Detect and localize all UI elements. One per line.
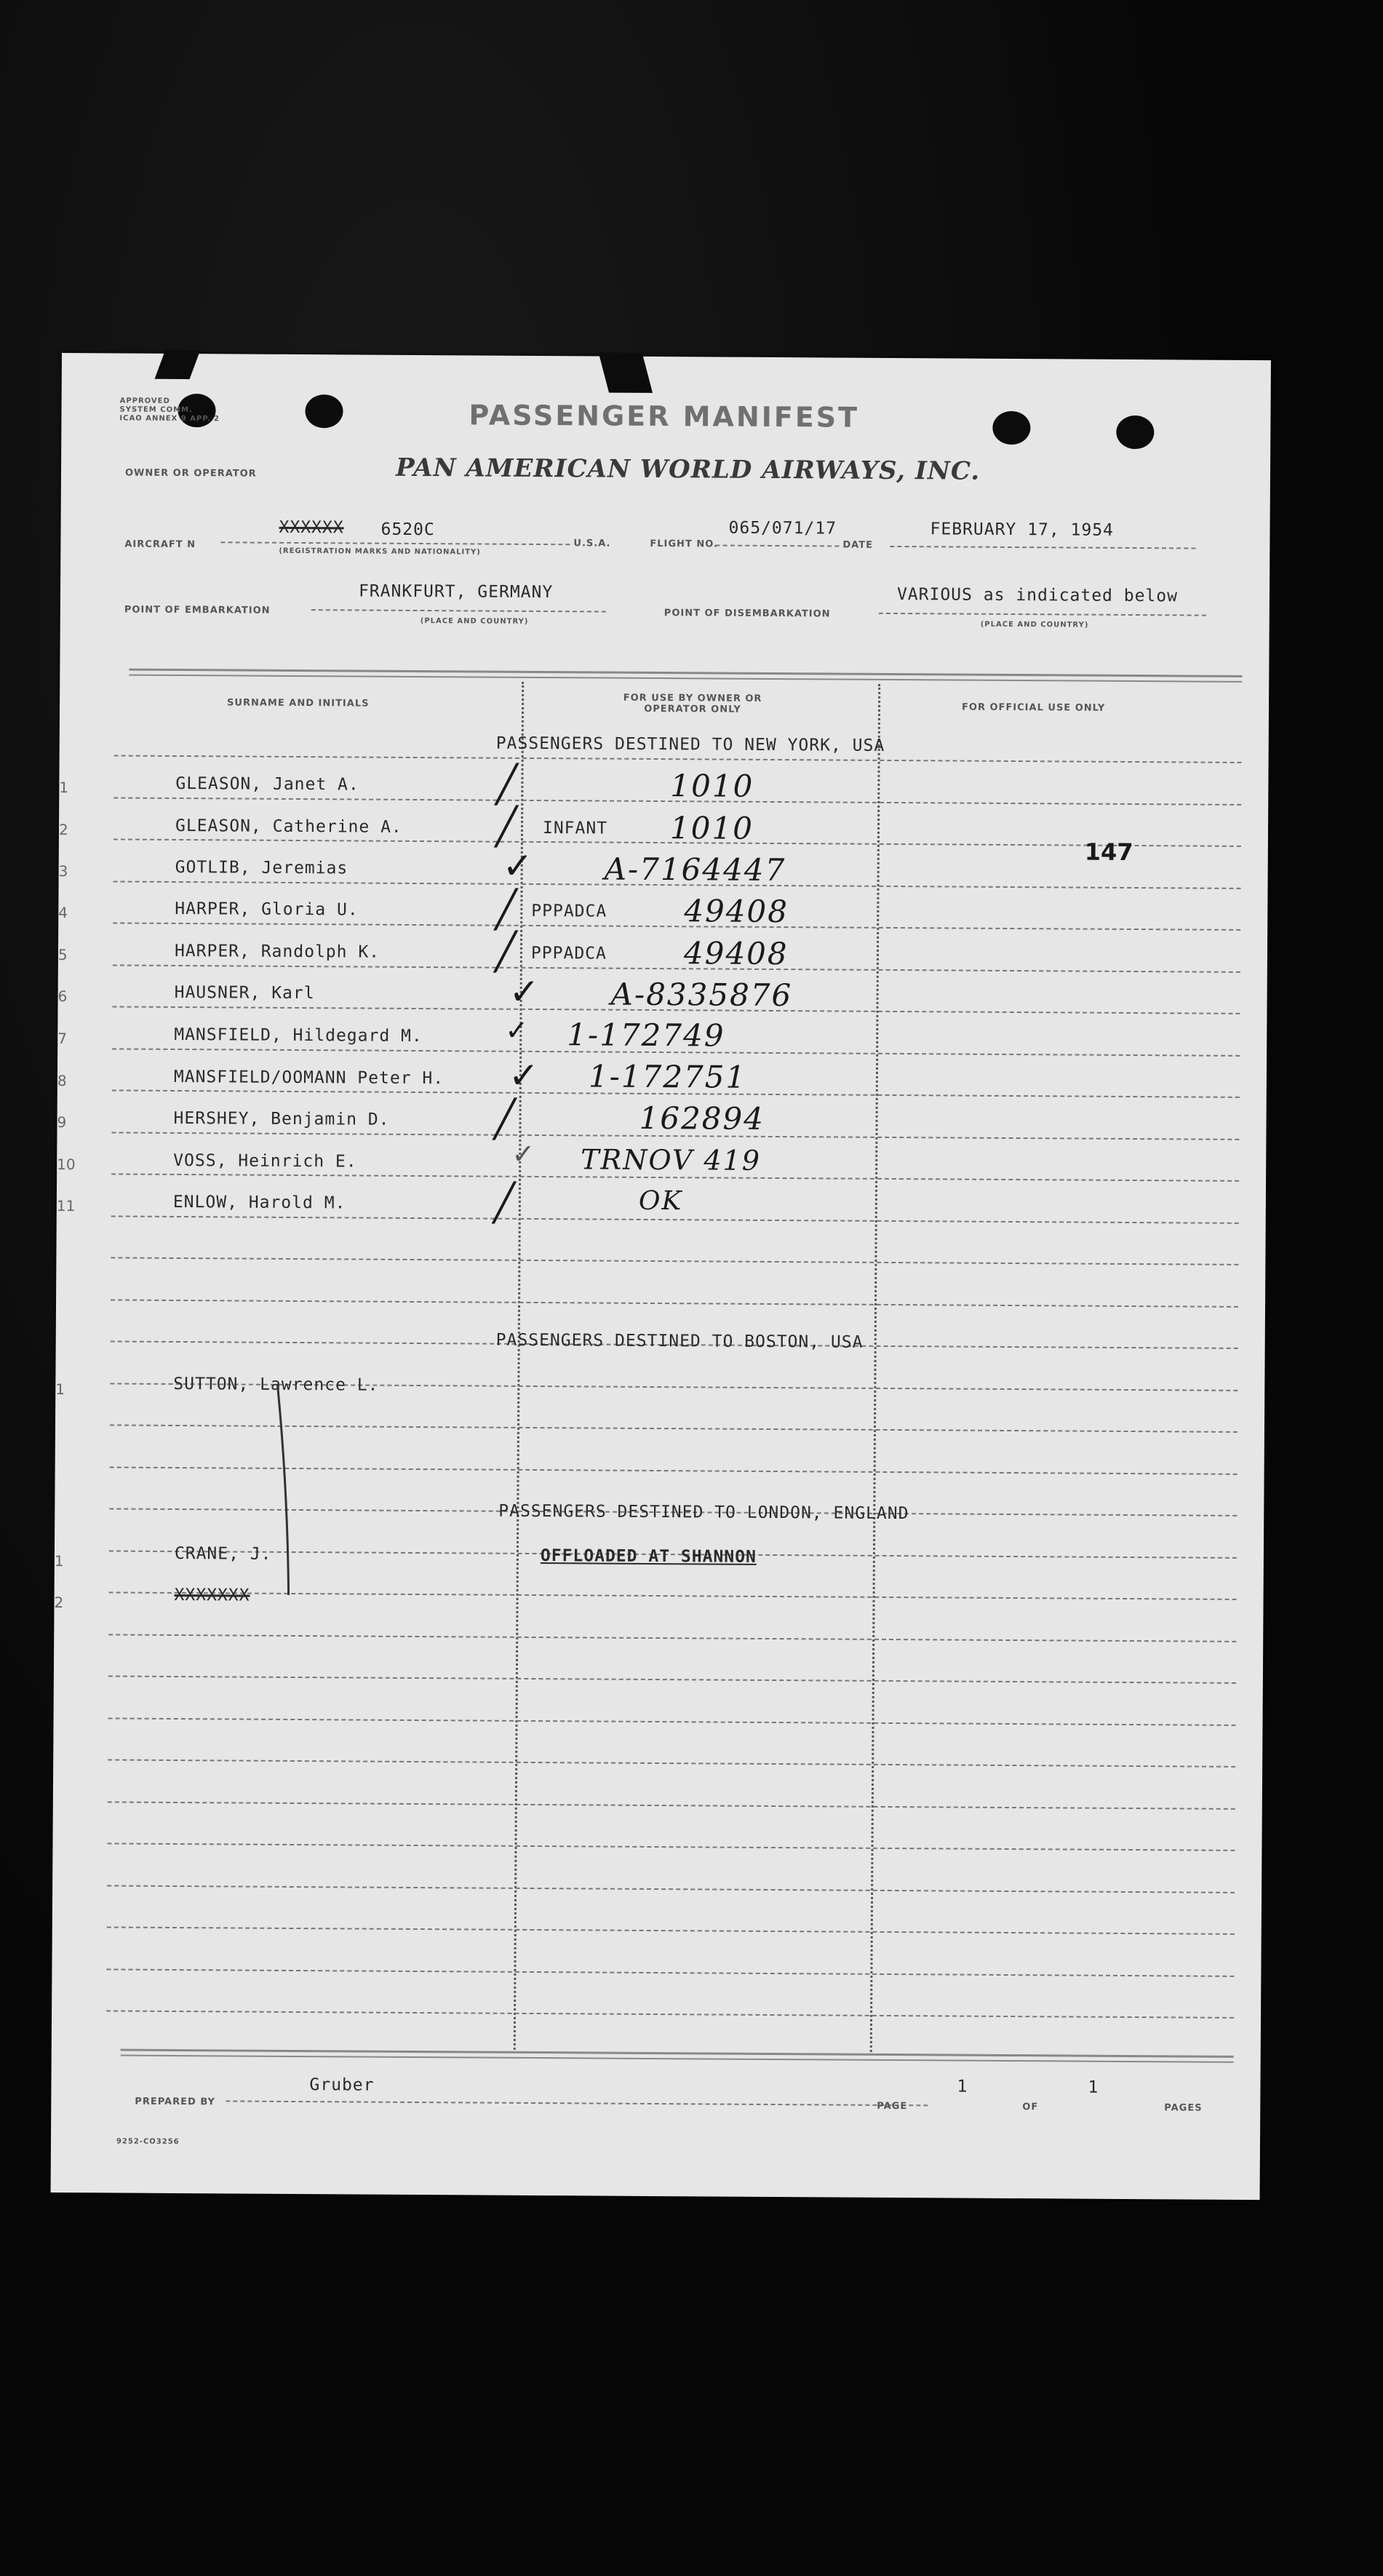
row-number: 1 bbox=[59, 778, 69, 797]
row-rule bbox=[111, 1215, 1239, 1223]
check-mark: ✓ bbox=[508, 1054, 540, 1097]
date-underline bbox=[890, 546, 1195, 549]
row-number: 5 bbox=[57, 945, 68, 964]
passenger-name: HARPER, Gloria U. bbox=[175, 899, 359, 920]
check-mark: ╱ bbox=[495, 763, 518, 806]
handwritten-ref: 1-172751 bbox=[588, 1058, 747, 1095]
row-rule bbox=[111, 1257, 1238, 1265]
check-mark: ✓ bbox=[505, 1014, 529, 1046]
row-rule bbox=[107, 1842, 1235, 1850]
aircraft-struck: XXXXXX bbox=[279, 517, 344, 538]
passenger-name: HERSHEY, Benjamin D. bbox=[173, 1108, 390, 1129]
embarkation-place: FRANKFURT, GERMANY bbox=[358, 581, 554, 603]
row-rule bbox=[114, 755, 1242, 763]
tear-mark bbox=[155, 350, 201, 379]
aircraft-number: 6520C bbox=[380, 520, 435, 540]
aircraft-underline bbox=[220, 541, 570, 545]
passenger-name: HAUSNER, Karl bbox=[174, 982, 315, 1003]
embarkation-label: POINT OF EMBARKATION bbox=[124, 604, 271, 616]
disembarkation-place: VARIOUS as indicated below bbox=[896, 585, 1179, 606]
handwritten-ref: A-7164447 bbox=[604, 851, 786, 889]
punch-hole bbox=[305, 394, 343, 428]
form-code: 9252-CO3256 bbox=[116, 2137, 180, 2147]
col-header-owner: FOR USE BY OWNER OR OPERATOR ONLY bbox=[623, 692, 762, 715]
handwritten-ref: 1-172749 bbox=[567, 1017, 725, 1054]
handwritten-ref: 49408 bbox=[683, 935, 789, 972]
row-number: 1 bbox=[55, 1380, 65, 1399]
page-label: PAGE bbox=[877, 2100, 908, 2112]
row-rule bbox=[108, 1801, 1235, 1809]
row-rule bbox=[113, 922, 1240, 930]
place-note-left: (PLACE AND COUNTRY) bbox=[420, 617, 529, 626]
disembarkation-underline bbox=[879, 613, 1206, 616]
passenger-name: VOSS, Heinrich E. bbox=[173, 1150, 357, 1172]
section-new-york: PASSENGERS DESTINED TO NEW YORK, USA bbox=[495, 734, 885, 755]
handwritten-ref: 162894 bbox=[639, 1100, 765, 1137]
date-label: DATE bbox=[842, 539, 874, 551]
aircraft-label: AIRCRAFT N bbox=[124, 538, 196, 551]
embarkation-underline bbox=[311, 609, 606, 612]
row-rule bbox=[111, 1299, 1238, 1307]
handwritten-ref: 49408 bbox=[684, 893, 789, 930]
owner-name: PAN AMERICAN WORLD AIRWAYS, INC. bbox=[395, 453, 981, 486]
check-mark: ✓ bbox=[509, 970, 540, 1014]
row-number: 7 bbox=[57, 1029, 68, 1048]
check-mark: ╱ bbox=[493, 1097, 516, 1140]
check-mark: ╱ bbox=[493, 1181, 516, 1224]
row-rule bbox=[113, 964, 1240, 972]
row-number: 1 bbox=[54, 1551, 64, 1570]
approval-stamp: APPROVED SYSTEM COMM. ICAO ANNEX 9 APP. 2 bbox=[119, 397, 220, 424]
registration-note: (REGISTRATION MARKS AND NATIONALITY) bbox=[279, 546, 481, 557]
passenger-name: GLEASON, Janet A. bbox=[175, 774, 359, 795]
manifest-page bbox=[51, 353, 1271, 2200]
punch-hole bbox=[1116, 416, 1154, 449]
prepared-by: Gruber bbox=[309, 2075, 375, 2095]
passenger-name: MANSFIELD/OOMANN Peter H. bbox=[173, 1067, 445, 1089]
place-note-right: (PLACE AND COUNTRY) bbox=[980, 620, 1089, 629]
typed-note: PPPADCA bbox=[530, 943, 607, 963]
section-boston: PASSENGERS DESTINED TO BOSTON, USA bbox=[495, 1330, 864, 1352]
typed-note: INFANT bbox=[542, 819, 608, 838]
flight-label: FLIGHT NO. bbox=[650, 538, 718, 550]
passenger-name: MANSFIELD, Hildegard M. bbox=[174, 1025, 423, 1046]
disembarkation-label: POINT OF DISEMBARKATION bbox=[663, 608, 831, 620]
row-number: 2 bbox=[54, 1593, 64, 1612]
official-note: 147 bbox=[1084, 838, 1133, 867]
check-mark: ✓ bbox=[502, 844, 533, 887]
passenger-name-struck: XXXXXXX bbox=[174, 1585, 250, 1605]
tear-mark bbox=[599, 353, 653, 393]
row-rule bbox=[108, 1675, 1236, 1683]
passenger-name: SUTTON, Lawrence L. bbox=[173, 1374, 379, 1395]
check-mark: ╱ bbox=[494, 930, 517, 973]
row-number: 8 bbox=[57, 1071, 67, 1090]
prepared-label: PREPARED BY bbox=[135, 2096, 216, 2108]
offload-note: OFFLOADED AT SHANNON bbox=[540, 1546, 757, 1567]
row-number: 2 bbox=[58, 820, 68, 839]
form-title: PASSENGER MANIFEST bbox=[469, 399, 860, 434]
passenger-name: GLEASON, Catherine A. bbox=[175, 816, 402, 837]
pen-bracket bbox=[273, 1380, 303, 1599]
row-rule bbox=[108, 1717, 1236, 1725]
check-mark: ✓ bbox=[511, 1137, 535, 1170]
prepared-underline bbox=[226, 2100, 928, 2106]
section-london: PASSENGERS DESTINED TO LONDON, ENGLAND bbox=[498, 1501, 909, 1524]
row-number: 11 bbox=[56, 1196, 76, 1215]
punch-hole bbox=[992, 411, 1030, 445]
row-rule bbox=[106, 2010, 1234, 2018]
check-mark: ╱ bbox=[495, 888, 517, 931]
flight-underline bbox=[715, 544, 839, 546]
pages-label: PAGES bbox=[1164, 2102, 1203, 2114]
row-rule bbox=[106, 1968, 1234, 1976]
col-header-official: FOR OFFICIAL USE ONLY bbox=[962, 701, 1106, 714]
row-number: 4 bbox=[58, 903, 68, 922]
handwritten-ref: OK bbox=[638, 1185, 683, 1217]
flight-number: 065/071/17 bbox=[728, 518, 837, 538]
passenger-name: ENLOW, Harold M. bbox=[172, 1192, 346, 1213]
row-rule bbox=[107, 1926, 1235, 1934]
handwritten-ref: 1010 bbox=[670, 768, 754, 804]
handwritten-ref: TRNOV 419 bbox=[581, 1143, 762, 1177]
row-rule bbox=[108, 1634, 1236, 1642]
col-header-names: SURNAME AND INITIALS bbox=[227, 697, 370, 709]
owner-label: OWNER OR OPERATOR bbox=[124, 467, 257, 480]
row-number: 6 bbox=[57, 987, 68, 1006]
passenger-name: CRANE, J. bbox=[174, 1543, 272, 1564]
row-number: 3 bbox=[58, 862, 68, 880]
page-total: 1 bbox=[1088, 2078, 1099, 2097]
handwritten-ref: 1010 bbox=[669, 810, 754, 846]
row-number: 9 bbox=[57, 1113, 67, 1132]
row-rule bbox=[107, 1885, 1235, 1893]
of-label: OF bbox=[1022, 2102, 1039, 2113]
typed-note: PPPADCA bbox=[531, 901, 607, 921]
passenger-name: GOTLIB, Jeremias bbox=[175, 857, 348, 878]
flight-date: FEBRUARY 17, 1954 bbox=[930, 520, 1115, 540]
row-rule bbox=[108, 1759, 1235, 1767]
handwritten-ref: A-8335876 bbox=[610, 976, 793, 1014]
check-mark: ╱ bbox=[495, 805, 518, 848]
row-number: 10 bbox=[57, 1155, 76, 1174]
nationality: U.S.A. bbox=[573, 538, 611, 549]
passenger-name: HARPER, Randolph K. bbox=[174, 941, 380, 962]
page-number: 1 bbox=[957, 2077, 968, 2096]
